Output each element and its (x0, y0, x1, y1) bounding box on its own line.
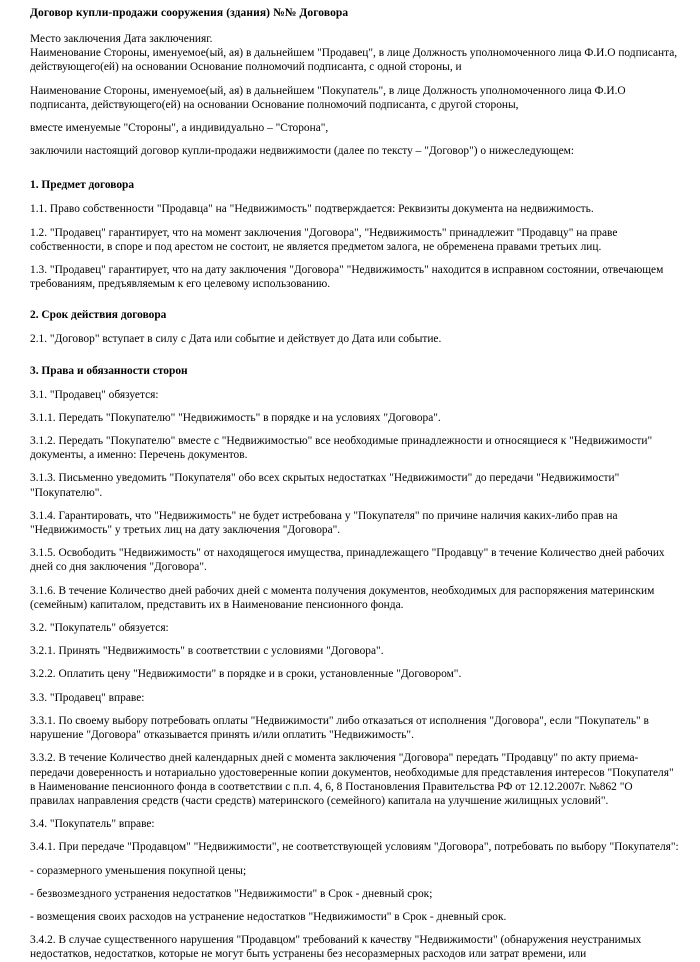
clause-3-1-2: 3.1.2. Передать "Покупателю" вместе с "Недвижимостью" все необходимые принадлежности и относящиеся к "Недвижимости" документы, а именно: Перечень документов. (30, 435, 653, 462)
clause-3-2-1: 3.2.1. Принять "Недвижимость" в соответствии с условиями "Договора". (30, 645, 384, 658)
clause-3-2: 3.2. "Покупатель" обязуется: (30, 622, 169, 635)
clause-3-4-1: 3.4.1. При передаче "Продавцом" "Недвижимости", не соответствующей условиям "Договора", потребовать по выбору "Покупателя": (30, 841, 679, 854)
clause-1-3: 1.3. "Продавец" гарантирует, что на дату заключения "Договора" "Недвижимость" находится в исправном состоянии, отвечающем требованиям, предъявляемым к его целевому использованию. (30, 264, 664, 291)
clause-3-2-2: 3.2.2. Оплатить цену "Недвижимости" в порядке и в сроки, установленные "Договором". (30, 668, 462, 681)
party-buyer-paragraph: Наименование Стороны, именуемое(ый, ая) в дальнейшем "Покупатель", в лице Должность уполномоченного лица Ф.И.О подписанта, действующего(ей) на основании Основание полномочий подписанта, с другой стороны, (30, 84, 626, 111)
clause-1-1: 1.1. Право собственности "Продавца" на "Недвижимость" подтверждается: Реквизиты документа на недвижимость. (30, 203, 594, 216)
section-heading-2: 2. Срок действия договора (30, 309, 167, 322)
clause-3-4: 3.4. "Покупатель" вправе: (30, 818, 155, 831)
section-heading-1: 1. Предмет договора (30, 179, 135, 192)
clause-3-1-6: 3.1.6. В течение Количество дней рабочих дней с момента получения документов, необходимых для распоряжения материнским (семейным) капиталом, представить их в Наименование пенсионного фонда. (30, 584, 655, 611)
party-seller-paragraph: Наименование Стороны, именуемое(ый, ая) в дальнейшем "Продавец", в лице Должность уполномоченного лица Ф.И.О подписанта, действующего(ей) на основании Основание полномочий подписанта, с одной стороны, и (30, 47, 678, 74)
clause-3-4-1-option-2: - безвозмездного устранения недостатков "Недвижимости" в Срок - дневный срок; (30, 887, 433, 900)
parties-jointly-paragraph: вместе именуемые "Стороны", а индивидуально – "Сторона", (30, 122, 329, 135)
section-heading-3: 3. Права и обязанности сторон (30, 364, 188, 377)
clause-3-3: 3.3. "Продавец" вправе: (30, 691, 145, 704)
clause-3-4-2: 3.4.2. В случае существенного нарушения "Продавцом" требований к качеству "Недвижимости" (обнаружения неустранимых недостатков, недостатков, которые не могут быть устранены без несоразмерных расходов или затрат времени, или (30, 934, 642, 961)
clause-3-4-1-option-1: - соразмерного уменьшения покупной цены; (30, 864, 247, 877)
preamble-closing-paragraph: заключили настоящий договор купли-продажи недвижимости (далее по тексту – "Договор") о нижеследующем: (30, 145, 575, 158)
clause-3-3-2: 3.3.2. В течение Количество дней календарных дней с момента заключения "Договора" передать "Продавцу" по акту приема-передачи доверенность и нотариально удостоверенные копии документов, необходимые для представления интересов "Покупателя" в Наименование пенсионного фонда в соответствии с п.п. 4, 6, 8 Постановления Правительства РФ от 12.12.2007г. №862 "О правилах направления средств (части средств) материнского (семейного) капитала на улучшение жилищных условий". (30, 752, 674, 807)
clause-3-1-5: 3.1.5. Освободить "Недвижимость" от находящегося имущества, принадлежащего "Продавцу" в течение Количество дней рабочих дней со дня заключения "Договора". (30, 547, 665, 574)
clause-3-1: 3.1. "Продавец" обязуется: (30, 388, 159, 401)
header-line-place-date: Место заключения Дата заключенияг. (30, 33, 213, 45)
clause-2-1: 2.1. "Договор" вступает в силу с Дата или событие и действует до Дата или событие. (30, 333, 442, 346)
clause-3-1-1: 3.1.1. Передать "Покупателю" "Недвижимость" в порядке и на условиях "Договора". (30, 411, 441, 424)
clause-3-4-1-option-3: - возмещения своих расходов на устранение недостатков "Недвижимости" в Срок - дневный срок. (30, 910, 507, 923)
clause-3-1-4: 3.1.4. Гарантировать, что "Недвижимость" не будет истребована у "Покупателя" по причине наличия каких-либо прав на "Недвижимость" у третьих лиц на дату заключения "Договора". (30, 509, 618, 537)
clause-1-2: 1.2. "Продавец" гарантирует, что на момент заключения "Договора", "Недвижимость" принадлежит "Продавцу" на праве собственности, в споре и под арестом не состоит, не является предметом залога, не обременена правами третьих лиц. (30, 226, 618, 253)
clause-3-3-1: 3.3.1. По своему выбору потребовать оплаты "Недвижимости" либо отказаться от исполнения "Договора", если "Покупатель" в нарушение "Договора" отказывается принять и/или оплатить "Недвижимость". (30, 714, 649, 742)
document-title: Договор купли-продажи сооружения (здания) №№ Договора (30, 7, 349, 19)
clause-3-1-3: 3.1.3. Письменно уведомить "Покупателя" обо всех скрытых недостатках "Недвижимости" до передачи "Недвижимости" "Покупателю". (30, 472, 620, 499)
